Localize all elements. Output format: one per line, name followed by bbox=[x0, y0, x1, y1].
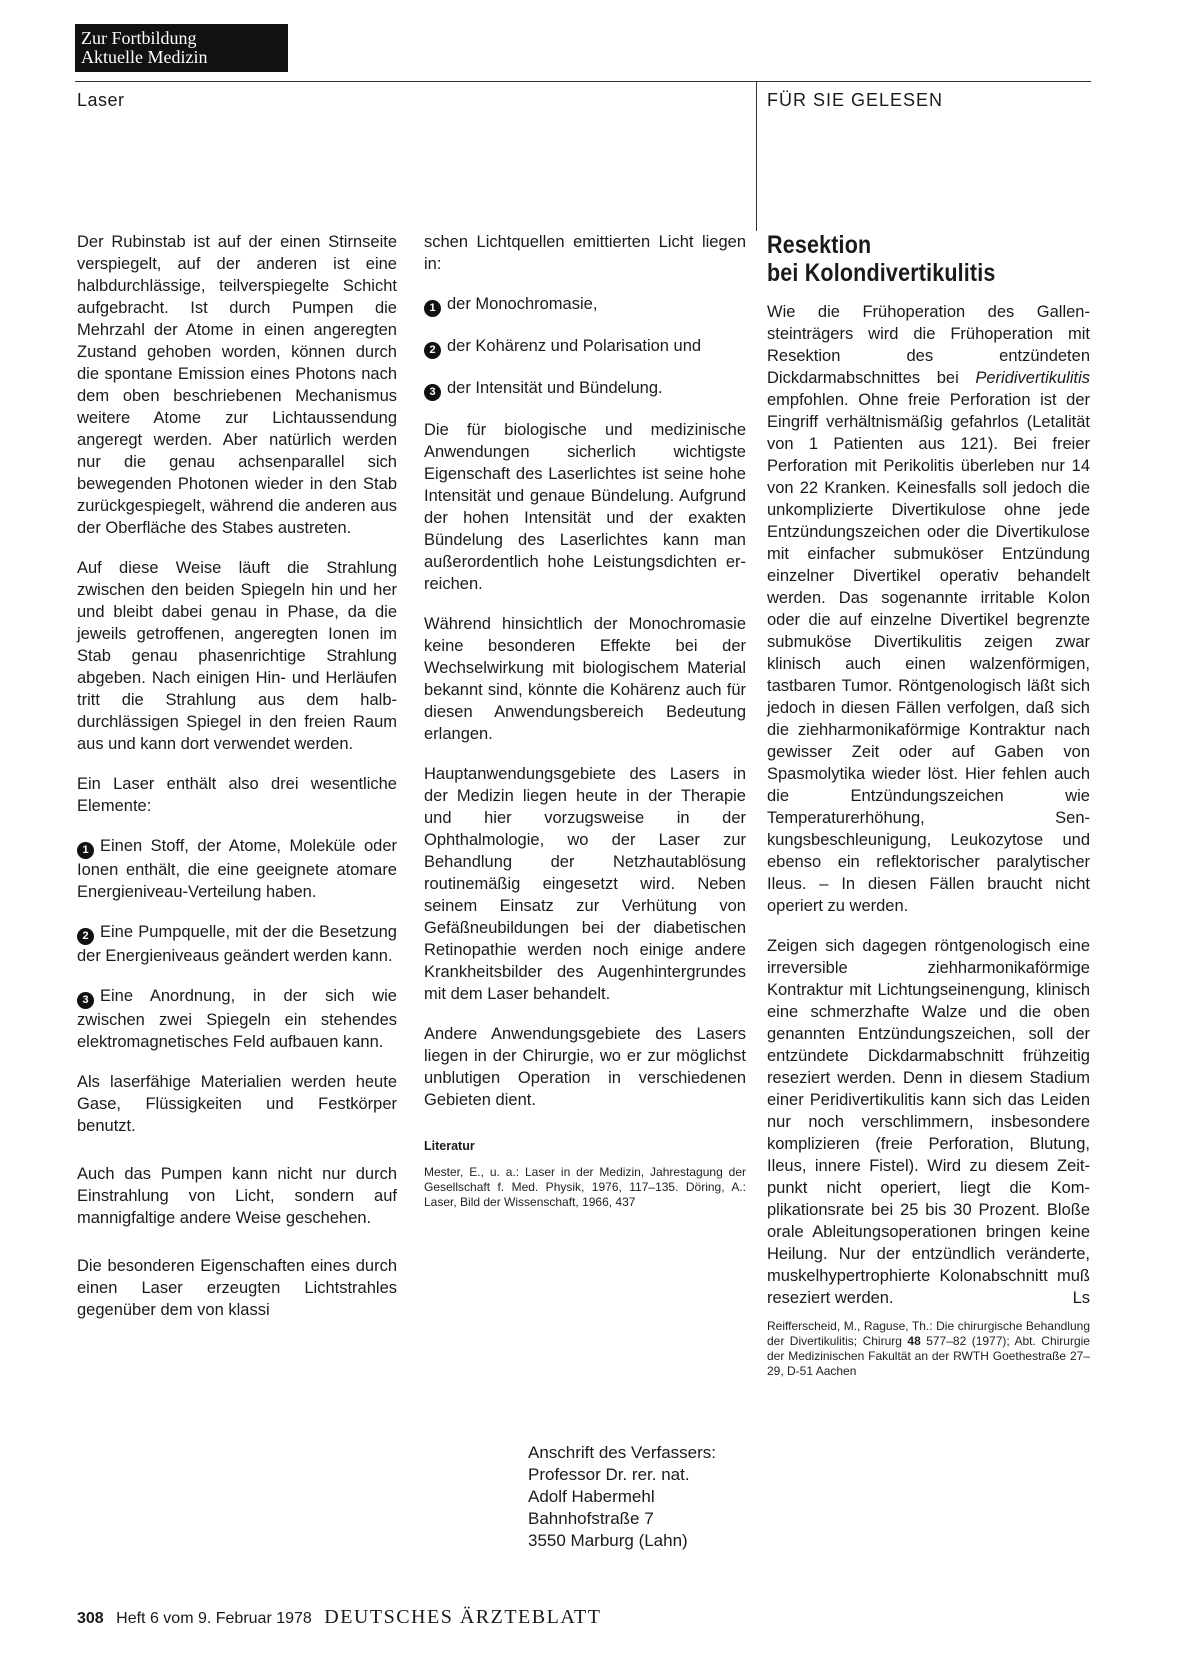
article-title-line-2: bei Kolondivertikulitis bbox=[767, 259, 996, 287]
col1-paragraph-6: Die besonderen Eigenschaften eines durch einen Laser erzeugten Lichtstrahles gegenüber dem von klassi bbox=[77, 1257, 397, 1319]
col1-item-1-text: Einen Stoff, der Atome, Moleküle oder Ionen enthält, die eine geeignete atomare Energieniveau-Verteilung haben. bbox=[77, 837, 397, 901]
number-bullet-3: 3 bbox=[77, 992, 94, 1009]
col1-list-item-1 bbox=[77, 835, 397, 903]
reference-part-a: Reifferscheid, M., Raguse, Th.: Die chirurgische Behandlung der Divertikulitis; Chirurg bbox=[767, 1319, 1090, 1348]
column-2 bbox=[424, 231, 746, 1228]
reference-volume: 48 bbox=[907, 1334, 921, 1348]
col3-p1-part-a: Wie die Frühoperation des Gallensteinträgers wird die Frühoperation mit Resektion des entzündeten Dickdarmabschnittes bei bbox=[767, 303, 1090, 387]
col1-paragraph-1: Der Rubinstab ist auf der einen Stirnseite verspiegelt, auf der anderen ist eine halbdurchlässige, teilverspiegelte Schicht aufgebracht. Ist durch Pumpen die Mehrzahl der Atome in einen angeregten Zustand gehoben worden, können durch die spontane Emission eines Photons nach dem oben beschriebenen Mechanismus weitere Atome zur Lichtaussendung angeregt werden. Aber natürlich werden nur die genau achsenparallel sich bewegenden Photonen wieder in den Stab zurückgespiegelt, während die anderen aus der Oberfläche des Stabes austreten. bbox=[77, 233, 397, 537]
section-label-right: FÜR SIE GELESEN bbox=[767, 90, 944, 110]
col3-p2-text: Zeigen sich dagegen röntgenologisch eine irreversible ziehharmonikaförmige Kontraktur mit Lichtungseinengung, klinisch eine schmerzhafte Walze und die oben genannten Entzündungszeichen, soll der entzündete Dickdarmabschnitt frühzeitig reseziert werden. Denn in diesem Stadium einer Peridivertikulitis kann sich das Leiden nur noch verschlimmern, insbesondere komplizieren (freie Perforation, Blutung, Ileus, innere Fistel). Wird zu diesem Zeitpunkt nicht operiert, liegt die Komplikationsrate bei 25 bis 30 Prozent. Bloße orale Ableitungsoperationen bringen keine Heilung. Nur der entzündlich veränderte, muskelhypertrophierte Kolonabschnitt muß reseziert werden. bbox=[767, 937, 1090, 1307]
col2-paragraph-2: Die für biologische und medizinische Anwendungen sicherlich wichtigste Eigenschaft des Laserlichtes ist seine hohe Intensität und genaue Bündelung. Aufgrund der hohen Intensität und der exakten Bündelung des Laserlichtes kann man außerordentlich hohe Leistungsdichten erreichen. bbox=[424, 421, 746, 593]
col3-paragraph-1 bbox=[767, 301, 1090, 917]
col2-list-item-3 bbox=[424, 377, 746, 401]
col1-list-item-3 bbox=[77, 985, 397, 1053]
page-footer bbox=[77, 1606, 601, 1629]
col1-paragraph-4: Als laserfähige Materialien werden heute Gase, Flüssigkeiten und Festkörper benutzt. bbox=[77, 1073, 397, 1135]
col3-p1-italic: Peridivertikulitis bbox=[975, 369, 1090, 387]
address-line-5: 3550 Marburg (Lahn) bbox=[528, 1531, 688, 1550]
col2-paragraph-4: Hauptanwendungsgebiete des Lasers in der Medizin liegen heute in der Therapie und hier vorzugsweise in der Ophthalmologie, wo der Laser zur Behandlung der Netzhautablösung routinemäßig eingesetzt wird. Neben seinem Einsatz zur Verhütung von Gefäßneubildungen bei der diabetischen Retinopathie werden noch einige andere Krankheitsbilder des Augenhintergrundes mit dem Laser behandelt. bbox=[424, 765, 746, 1003]
address-line-3: Adolf Habermehl bbox=[528, 1487, 655, 1506]
col1-item-2-text: Eine Pumpquelle, mit der die Besetzung der Energieniveaus geändert werden kann. bbox=[77, 923, 397, 965]
number-bullet-1: 1 bbox=[424, 300, 441, 317]
journal-name: DEUTSCHES ÄRZTEBLATT bbox=[324, 1606, 602, 1628]
article-title-line-1: Resektion bbox=[767, 231, 872, 259]
number-bullet-1: 1 bbox=[77, 842, 94, 859]
col2-paragraph-1: schen Lichtquellen emittierten Licht liegen in: bbox=[424, 233, 746, 273]
header-line-1: Zur Fortbildung bbox=[81, 28, 197, 48]
number-bullet-3: 3 bbox=[424, 384, 441, 401]
article-title bbox=[767, 231, 1045, 287]
col2-item-2-text: der Kohärenz und Polarisation und bbox=[447, 337, 702, 355]
col2-list-item-1 bbox=[424, 293, 746, 317]
col1-paragraph-3: Ein Laser enthält also drei wesentliche Elemente: bbox=[77, 775, 397, 815]
col3-paragraph-2 bbox=[767, 935, 1090, 1309]
col1-paragraph-2: Auf diese Weise läuft die Strahlung zwischen den beiden Spiegeln hin und her und bleibt dabei genau in Phase, da die jeweils getroffenen, angeregten Ionen im Stab genau phasenrichtige Strahlung abgeben. Nach einigen Hin- und Herläufen tritt die Strahlung aus dem halbdurchlässigen Spiegel in den freien Raum aus und kann dort verwendet werden. bbox=[77, 559, 397, 753]
column-divider bbox=[756, 81, 757, 231]
number-bullet-2: 2 bbox=[77, 928, 94, 945]
address-line-4: Bahnhofstraße 7 bbox=[528, 1509, 654, 1528]
col2-item-3-text: der Intensität und Bündelung. bbox=[447, 379, 663, 397]
address-line-2: Professor Dr. rer. nat. bbox=[528, 1465, 690, 1484]
col1-paragraph-5: Auch das Pumpen kann nicht nur durch Einstrahlung von Licht, sondern auf mannigfaltige andere Weise geschehen. bbox=[77, 1165, 397, 1227]
issue-info: Heft 6 vom 9. Februar 1978 bbox=[116, 1610, 312, 1627]
reference-part-b: 577–82 (1977); Abt. Chirurgie der Medizinischen Fakultät an der RWTH Goethestraße 27–29, D-51 Aachen bbox=[767, 1334, 1090, 1378]
author-signature: Ls bbox=[1072, 1289, 1090, 1307]
section-header-box bbox=[75, 24, 288, 72]
page-number: 308 bbox=[77, 1610, 104, 1627]
column-1 bbox=[77, 231, 397, 1339]
column-3 bbox=[767, 231, 1090, 1379]
section-label-left: Laser bbox=[77, 90, 125, 110]
literature-title: Literatur bbox=[424, 1139, 475, 1153]
number-bullet-2: 2 bbox=[424, 342, 441, 359]
col2-item-1-text: der Monochromasie, bbox=[447, 295, 598, 313]
top-rule bbox=[75, 81, 1091, 82]
col2-list-item-2 bbox=[424, 335, 746, 359]
reference-text bbox=[767, 1319, 1090, 1379]
col1-item-3-text: Eine Anordnung, in der sich wie zwischen zwei Spiegeln ein stehendes elektromagnetisches Feld aufbauen kann. bbox=[77, 987, 397, 1051]
address-line-1: Anschrift des Verfassers: bbox=[528, 1443, 717, 1462]
col2-paragraph-5: Andere Anwendungsgebiete des Lasers liegen in der Chirurgie, wo er zur möglichst unblutigen Operation in verschiedenen Gebieten dient. bbox=[424, 1025, 746, 1109]
literature-text: Mester, E., u. a.: Laser in der Medizin, Jahrestagung der Gesellschaft f. Med. Physik, 1976, 117–135. Döring, A.: Laser, Bild der Wissenschaft, 1966, 437 bbox=[424, 1165, 746, 1209]
col1-list-item-2 bbox=[77, 921, 397, 967]
col2-paragraph-3: Während hinsichtlich der Monochromasie keine besonderen Effekte bei der Wechselwirkung mit biologischem Material bekannt sind, könnte die Kohärenz auch für diesen Anwendungsbereich Bedeutung erlangen. bbox=[424, 615, 746, 743]
header-line-2: Aktuelle Medizin bbox=[81, 47, 208, 67]
author-address bbox=[528, 1442, 716, 1552]
col3-p1-part-b: empfohlen. Ohne freie Perforation ist der Eingriff verhältnismäßig gefahrlos (Letalität von 1 Patienten aus 121). Bei freier Perforation mit Perikolitis überleben nur 14 von 22 Kranken. Keinesfalls soll jedoch die unkomplizierte Divertikulose ohne jede Entzündungszeichen oder die Divertikulose mit einfacher submuköser Entzündung einzelner Divertikel operativ behandelt werden. Das sogenannte irritable Kolon oder die auf einzelne Divertikel begrenzte submuköse Divertikulitis zeigen zwar klinisch auch einen walzenförmigen, tastbaren Tumor. Röntgenologisch läßt sich jedoch in diesen Fällen verfolgen, daß sich die ziehharmonikaförmige Kontraktur nach gewisser Zeit oder auf Gaben von Spasmolytika wieder löst. Hier fehlen auch die Entzündungszeichen wie Temperaturerhöhung, Senkungsbeschleunigung, Leukozytose und ebenso ein reflektorischer paralytischer Ileus. – In diesen Fällen braucht nicht operiert zu werden. bbox=[767, 391, 1090, 915]
